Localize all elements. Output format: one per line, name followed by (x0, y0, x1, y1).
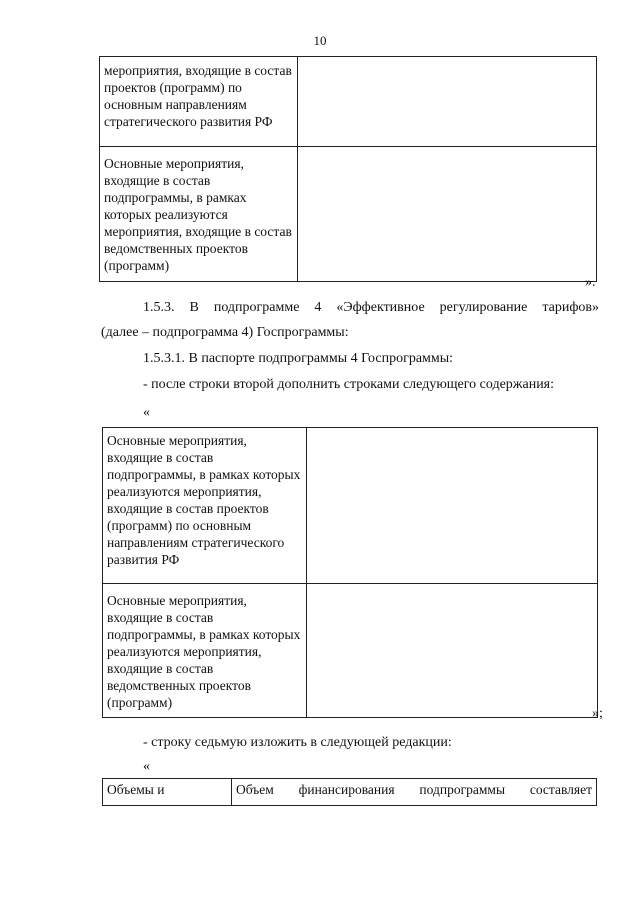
page-number: 10 (313, 33, 327, 48)
table-row (103, 428, 598, 584)
paragraph-1-5-3-1: 1.5.3.1. В паспорте подпрограммы 4 Госпрограммы: (143, 351, 454, 366)
row-label: мероприятия, входящие в состав проектов (программ) по основным направлениям стратегического развития РФ (100, 57, 298, 147)
row-value (307, 584, 598, 718)
inserted-rows-table (102, 427, 598, 718)
paragraph-1-5-3-line2: (далее – подпрограмма 4) Госпрограммы: (101, 325, 349, 340)
table-row (103, 779, 597, 806)
table-row (103, 584, 598, 718)
table-row (100, 57, 597, 147)
passport-table-continued (99, 56, 597, 282)
row-value: Объем финансирования подпрограммы составляет (232, 779, 597, 806)
instruction-replace-row: - строку седьмую изложить в следующей редакции: (143, 735, 452, 750)
row-label: Основные мероприятия, входящие в состав подпрограммы, в рамках которых реализуются мероприятия, входящие в состав ведомственных проектов (программ) (103, 584, 307, 718)
row-seven-table (102, 778, 597, 806)
opening-quote: « (143, 759, 150, 774)
row-label: Основные мероприятия, входящие в состав подпрограммы, в рамках которых реализуются мероприятия, входящие в состав проектов (программ) по основным направлениям стратегического развития РФ (103, 428, 307, 584)
paragraph-1-5-3-line1: 1.5.3. В подпрограмме 4 «Эффективное регулирование тарифов» (143, 300, 599, 315)
row-label: Объемы и (103, 779, 232, 806)
row-value (298, 147, 597, 282)
row-label: Основные мероприятия, входящие в состав подпрограммы, в рамках которых реализуются мероприятия, входящие в состав ведомственных проектов (программ) (100, 147, 298, 282)
closing-quote: ». (585, 275, 596, 290)
row-value (298, 57, 597, 147)
instruction-add-rows: - после строки второй дополнить строками следующего содержания: (143, 377, 555, 392)
closing-quote: »; (592, 706, 603, 721)
table-row (100, 147, 597, 282)
row-value (307, 428, 598, 584)
opening-quote: « (143, 405, 150, 420)
